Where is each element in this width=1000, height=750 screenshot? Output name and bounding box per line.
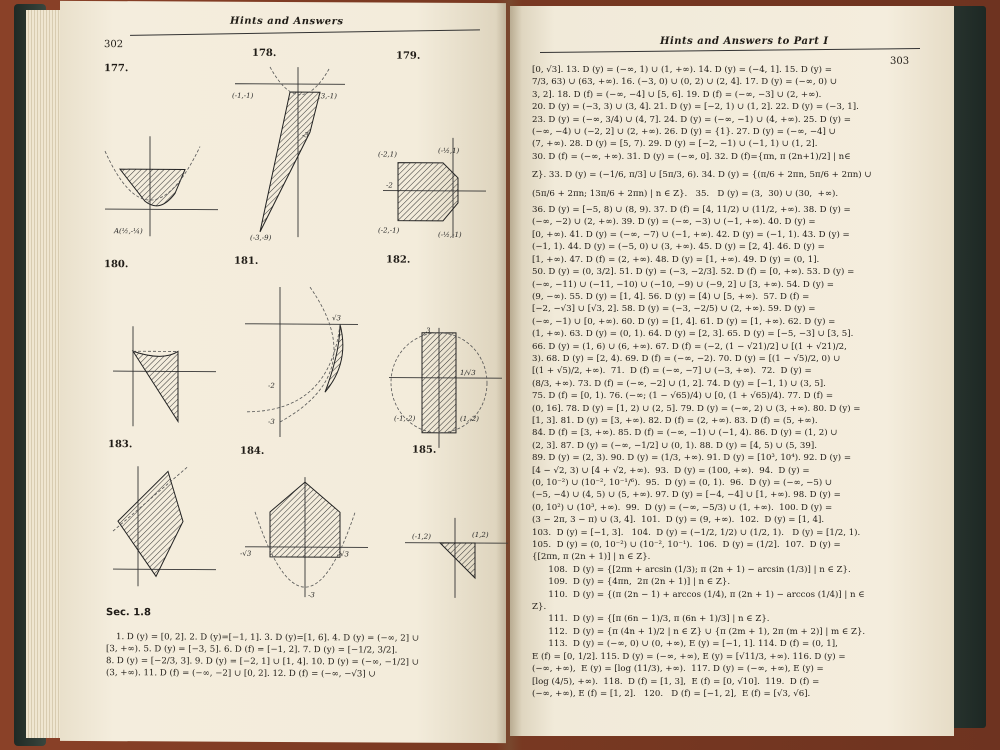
text-line: Z}. 33. D (y) = (−1/6, π/3] ∪ [5π/3, 6). 34. D (y) = {(π/6 + 2πn, 5π/6 + 2πn) ∪	[532, 170, 872, 181]
text-line: (−∞, −1) ∪ [0, +∞). 60. D (y) = [1, 4]. 61. D (y) = [1, +∞). 62. D (y) =	[532, 316, 836, 327]
header-rule	[130, 29, 480, 35]
text-line: (1, +∞). 63. D (y) = (0, 1). 64. D (y) = [2, 3]. 65. D (y) = [−5, −3] ∪ [3, 5].	[532, 329, 854, 340]
text-line: 20. D (y) = (−3, 3) ∪ (3, 4]. 21. D (y) = [−2, 1) ∪ (1, 2]. 22. D (y) = (−3, 1].	[532, 102, 859, 113]
answers-text	[532, 64, 946, 700]
text-line: 7/3, 63) ∪ (63, +∞). 16. (−3, 0) ∪ (0, 2) ∪ (2, 4]. 17. D (y) = (−∞, 0) ∪	[532, 77, 838, 88]
text-line: 111. D (y) = {[π (6n − 1)/3, π (6n + 1)/3] | n ∈ Z}.	[532, 614, 770, 625]
text-line: [1, +∞). 47. D (f) = (2, +∞). 48. D (y) = [1, +∞). 49. D (y) = (0, 1].	[532, 254, 820, 265]
text-line: (9, −∞). 55. D (y) = [1, 4]. 56. D (y) = [4) ∪ [5, +∞). 57. D (f) =	[532, 291, 810, 302]
figure-178-graph	[230, 62, 350, 243]
figure-label-182: 182.	[386, 254, 411, 266]
text-line: [(1 + √5)/2, +∞). 71. D (f) = (−∞, −7] ∪ (−3, +∞). 72. D (y) =	[532, 366, 812, 377]
svg-text:(-1,-2): (-1,-2)	[394, 414, 416, 423]
figure-181-graph	[240, 282, 360, 443]
text-line: (3 − 2π, 3 − π) ∪ (3, 4]. 101. D (y) = (9, +∞). 102. D (y) = [1, 4].	[532, 515, 825, 526]
text-line: (0, 10²) ∪ (10³, +∞). 99. D (y) = (−∞, −5/3) ∪ (1, +∞). 100. D (y) =	[532, 502, 833, 513]
running-header: Hints and Answers	[230, 15, 344, 28]
text-line: [1, 3]. 81. D (y) = [3, +∞). 82. D (f) = (2, +∞). 83. D (f) = (5, +∞).	[532, 415, 818, 426]
text-line: [−2, −√3] ∪ [√3, 2]. 58. D (y) = (−3, −2/5) ∪ (2, +∞). 59. D (y) =	[532, 304, 816, 315]
svg-text:(-2,-1): (-2,-1)	[378, 226, 400, 235]
svg-text:1/√3: 1/√3	[460, 368, 476, 378]
svg-text:-3: -3	[268, 417, 275, 426]
svg-text:(1,2): (1,2)	[472, 530, 489, 540]
figure-label-181: 181.	[234, 255, 259, 267]
text-line: [0, +∞). 41. D (y) = (−∞, −7) ∪ (−1, +∞). 42. D (y) = (−1, 1). 43. D (y) =	[532, 229, 850, 240]
text-line: 109. D (y) = {4πn, 2π (2n + 1)] | n ∈ Z}.	[532, 577, 731, 588]
text-line: Z}.	[532, 602, 547, 613]
text-line: (−5, −4) ∪ (4, 5) ∪ (5, +∞). 97. D (y) = [−4, −4] ∪ [1, +∞). 98. D (y) =	[532, 490, 841, 501]
text-line: (8/3, +∞). 73. D (f) = (−∞, −2] ∪ (1, 2]. 74. D (y) = [−1, 1) ∪ (3, 5].	[532, 378, 826, 389]
svg-text:√3: √3	[332, 314, 341, 323]
svg-text:-√3: -√3	[240, 549, 252, 558]
svg-text:(-½,-1): (-½,-1)	[438, 230, 462, 239]
text-line: 105. D (y) = (0, 10⁻²) ∪ (10⁻², 10⁻¹). 106. D (y) = (1/2]. 107. D (y) =	[532, 540, 841, 551]
text-line: 66. D (y) = (1, 6) ∪ (6, +∞). 67. D (f) = (−2, (1 − √21)/2] ∪ [(1 + √21)/2,	[532, 341, 847, 352]
text-line: [0, √3]. 13. D (y) = (−∞, 1) ∪ (1, +∞). 14. D (y) = (−4, 1]. 15. D (y) =	[532, 65, 832, 75]
left-page	[60, 1, 506, 743]
text-line: [4 − √2, 3) ∪ [4 + √2, +∞). 93. D (y) = (100, +∞). 94. D (y) =	[532, 465, 810, 476]
text-line: (2, 3]. 87. D (y) = (−∞, −1/2] ∪ (0, 1). 88. D (y) = [4, 5) ∪ (5, 39].	[532, 440, 817, 451]
text-line: (7, +∞). 28. D (y) = [5, 7). 29. D (y) = [−2, −1) ∪ (−1, 1) ∪ (1, 2].	[532, 139, 818, 150]
figure-label-183: 183.	[108, 439, 133, 451]
svg-text:-2: -2	[386, 181, 393, 190]
text-line: 1. D (y) = [0, 2]. 2. D (y)=[−1, 1]. 3. D (y)=[1, 6]. 4. D (y) = (−∞, 2] ∪	[116, 632, 420, 644]
text-line: 23. D (y) = (−∞, 3/4) ∪ (4, 7]. 24. D (y) = (−∞, −1) ∪ (4, +∞). 25. D (y) =	[532, 114, 851, 125]
figure-label-179: 179.	[396, 50, 421, 62]
text-line: 89. D (y) = (2, 3). 90. D (y) = (1/3, +∞). 91. D (y) = [10³, 10⁴). 92. D (y) =	[532, 453, 852, 464]
text-line: (0, 16]. 78. D (y) = [1, 2) ∪ (2, 5]. 79. D (y) = (−∞, 2) ∪ (3, +∞). 80. D (y) =	[532, 403, 861, 414]
section-title: Sec. 1.8	[106, 607, 151, 619]
figure-label-180: 180.	[104, 259, 129, 271]
text-line: (−∞, +∞), E (y) = [log (11/3), +∞). 117. D (y) = (−∞, +∞), E (y) =	[532, 664, 824, 675]
figure-label-184: 184.	[240, 445, 265, 457]
figure-label-177: 177.	[104, 63, 129, 75]
text-line: {[2πn, π (2n + 1)] | n ∈ Z}.	[532, 552, 651, 563]
text-line: (−∞, −11) ∪ (−11, −10) ∪ (−10, −9) ∪ (−9, 2] ∪ [3, +∞). 54. D (y) =	[532, 279, 835, 290]
page-number: 303	[890, 56, 910, 67]
text-line: 110. D (y) = {(π (2n − 1) + arccos (1/4), π (2n + 1) − arccos (1/4)] | n ∈	[532, 589, 865, 600]
text-line: 103. D (y) = [−1, 3]. 104. D (y) = (−1/2, 1/2) ∪ (1/2, 1). D (y) = [1/2, 1).	[532, 527, 861, 538]
header-rule	[540, 48, 920, 53]
text-line: 113. D (y) = (−∞, 0) ∪ (0, +∞), E (y) = [−1, 1]. 114. D (f) = (0, 1],	[532, 639, 838, 650]
figure-177-graph	[100, 131, 220, 242]
text-line: 75. D (f) = [0, 1). 76. (−∞; (1 − √65)/4) ∪ [0, (1 + √65)/4). 77. D (f) =	[532, 391, 834, 402]
figure-179-graph	[378, 132, 488, 243]
text-line: 30. D (f) = (−∞, +∞). 31. D (y) = (−∞, 0]. 32. D (f)={πn, π (2n+1)/2] | n∈	[532, 151, 851, 162]
text-line: 84. D (f) = [3, +∞). 85. D (f) = (−∞, −1) ∪ (−1, 4). 86. D (y) = (1, 2) ∪	[532, 428, 838, 439]
text-line: (3, +∞). 11. D (f) = (−∞, −2] ∪ [0, 2]. 12. D (f) = (−∞, −√3] ∪	[106, 668, 376, 680]
text-line: E (f) = [0, 1/2]. 115. D (y) = (−∞, +∞), E (y) = [√11/3, +∞). 116. D (y) =	[532, 651, 846, 662]
figure-184-graph	[240, 472, 370, 603]
text-line: 112. D (y) = {π (4n + 1)/2 | n ∈ Z} ∪ {π (2m + 1), 2π (m + 2)] | m ∈ Z}.	[532, 626, 866, 637]
svg-text:3: 3	[426, 326, 431, 335]
svg-text:√3: √3	[340, 550, 349, 559]
figure-label-178: 178.	[252, 47, 277, 59]
svg-text:(1,-2): (1,-2)	[460, 414, 479, 424]
figure-182-graph	[384, 323, 504, 454]
text-line: (0, 10⁻²) ∪ (10⁻², 10⁻¹/⁶). 95. D (y) = (0, 1). 96. D (y) = (−∞, −5) ∪	[532, 478, 833, 488]
svg-text:(-3,-9): (-3,-9)	[250, 233, 272, 242]
text-line: [log (4/5), +∞). 118. D (f) = [1, 3], E (f) = [0, √10]. 119. D (f) =	[532, 676, 820, 687]
svg-text:(3,-1): (3,-1)	[318, 92, 337, 101]
text-line: 36. D (y) = [−5, 8) ∪ (8, 9). 37. D (f) = [4, 11/2) ∪ (11/2, +∞). 38. D (y) =	[532, 205, 851, 216]
right-page	[510, 6, 954, 736]
page-number: 302	[104, 39, 124, 51]
svg-text:(-1,-1): (-1,-1)	[232, 91, 254, 100]
text-line: (5π/6 + 2πn; 13π/6 + 2πn) | n ∈ Z}. 35. D (y) = (3, 30) ∪ (30, +∞).	[532, 188, 839, 199]
text-line: [3, +∞). 5. D (y) = [−3, 5]. 6. D (f) = [−1, 2]. 7. D (y) = [−1/2, 3/2].	[106, 644, 398, 656]
svg-text:(-½,1): (-½,1)	[438, 146, 460, 155]
text-line: (−∞, +∞), E (f) = [1, 2]. 120. D (f) = [−1, 2], E (f) = [√3, √6].	[532, 688, 811, 699]
text-line: (−∞, −4) ∪ (−2, 2] ∪ (2, +∞). 26. D (y) = {1}. 27. D (y) = (−∞, −4] ∪	[532, 127, 836, 138]
svg-text:(-2,1): (-2,1)	[378, 150, 397, 159]
text-line: 108. D (y) = {[2πn + arcsin (1/3); π (2n + 1) − arcsin (1/3)] | n ∈ Z}.	[532, 564, 851, 575]
figure-185-graph	[400, 513, 510, 604]
text-line: 3). 68. D (y) = [2, 4). 69. D (f) = (−∞, −2). 70. D (y) = [(1 − √5)/2, 0) ∪	[532, 353, 841, 364]
svg-text:-3: -3	[302, 131, 309, 140]
point-label-a: A(½,-¼)	[114, 227, 143, 236]
book-gutter-shadow	[496, 0, 522, 750]
text-line: (−1, 1). 44. D (y) = (−5, 0) ∪ (3, +∞). 45. D (y) = [2, 4]. 46. D (y) =	[532, 242, 825, 253]
svg-text:-2: -2	[268, 381, 275, 390]
svg-text:(-1,2): (-1,2)	[412, 532, 431, 541]
text-line: 3, 2]. 18. D (f) = (−∞, −4] ∪ [5, 6]. 19. D (f) = (−∞, −3] ∪ (2, +∞).	[532, 89, 822, 100]
running-header: Hints and Answers to Part I	[660, 36, 829, 47]
text-line: 8. D (y) = [−2/3, 3]. 9. D (y) = [−2, 1] ∪ [1, 4]. 10. D (y) = (−∞, −1/2] ∪	[106, 656, 419, 668]
figure-180-graph	[108, 321, 218, 432]
text-line: 50. D (y) = (0, 3/2]. 51. D (y) = (−3, −2/3]. 52. D (f) = [0, +∞). 53. D (y) =	[532, 267, 855, 278]
figure-183-graph	[108, 461, 218, 592]
text-line: (−∞, −2) ∪ (2, +∞). 39. D (y) = (−∞, −3) ∪ (−1, +∞). 40. D (y) =	[532, 217, 816, 228]
svg-text:-3: -3	[308, 591, 315, 600]
figure-label-185: 185.	[412, 444, 437, 456]
